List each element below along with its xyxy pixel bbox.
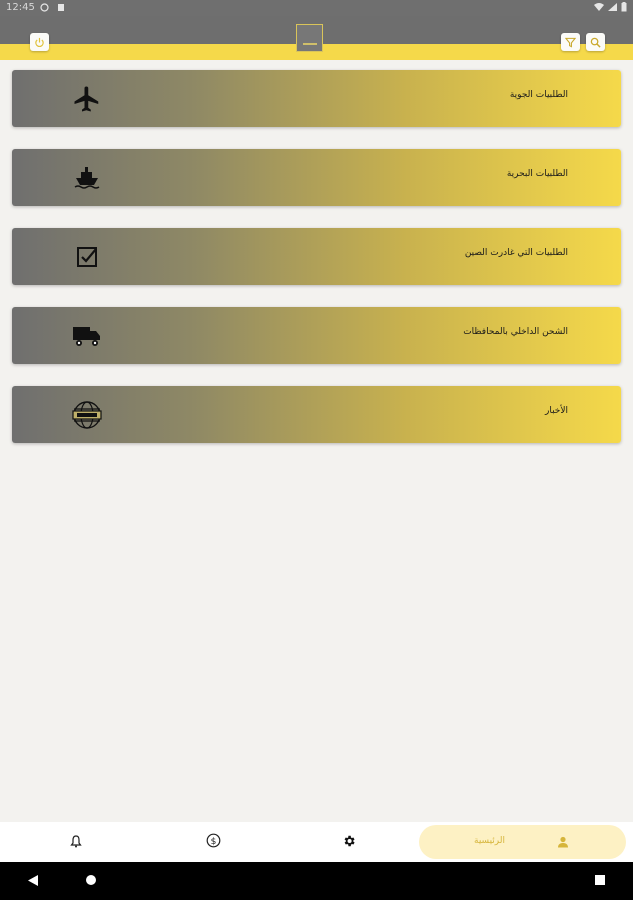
menu-item-label: الطلبيات التي غادرت الصين xyxy=(464,248,568,258)
menu-item-news[interactable] xyxy=(12,386,621,443)
bottom-nav xyxy=(0,822,633,862)
power-button[interactable] xyxy=(30,33,49,51)
checkbox-icon xyxy=(70,240,104,274)
battery-icon xyxy=(621,2,627,15)
news-globe-icon xyxy=(70,398,104,432)
menu-item-label: الشحن الداخلي بالمحافظات xyxy=(463,327,568,337)
gear-icon xyxy=(342,833,356,852)
status-bar xyxy=(0,0,633,16)
sim-icon xyxy=(56,3,65,12)
search-button[interactable] xyxy=(586,33,605,51)
home-icon[interactable] xyxy=(85,874,97,886)
user-icon xyxy=(556,835,570,849)
truck-icon xyxy=(70,319,104,353)
signal-icon xyxy=(608,2,617,15)
menu-item-domestic-shipping[interactable] xyxy=(12,307,621,364)
svg-text:$: $ xyxy=(210,836,216,847)
menu-item-label: الطلبيات البحرية xyxy=(506,169,568,179)
bell-icon xyxy=(70,833,82,852)
menu-item-label: الطلبيات الجوية xyxy=(509,90,568,100)
recents-icon[interactable] xyxy=(594,874,606,886)
nav-settings[interactable] xyxy=(335,822,363,862)
nav-notifications[interactable] xyxy=(62,822,90,862)
app-logo xyxy=(296,24,323,52)
wifi-icon xyxy=(594,2,604,15)
filter-icon xyxy=(565,33,576,52)
ship-icon xyxy=(70,161,104,195)
nav-home[interactable] xyxy=(419,825,626,859)
system-nav xyxy=(0,862,633,900)
menu-item-label: الأخبار xyxy=(544,406,568,416)
back-icon[interactable] xyxy=(27,874,39,887)
circle-icon xyxy=(40,3,49,12)
menu-item-sea-orders[interactable] xyxy=(12,149,621,206)
nav-payments[interactable] xyxy=(199,822,227,862)
filter-button[interactable] xyxy=(561,33,580,51)
airplane-icon xyxy=(70,82,104,116)
power-icon xyxy=(34,33,45,52)
menu-item-left-china[interactable] xyxy=(12,228,621,285)
search-icon xyxy=(590,33,601,52)
menu-item-air-orders[interactable] xyxy=(12,70,621,127)
status-time: 12:45 xyxy=(6,2,35,13)
dollar-icon xyxy=(206,833,221,852)
nav-home-label: الرئيسية xyxy=(474,836,505,846)
